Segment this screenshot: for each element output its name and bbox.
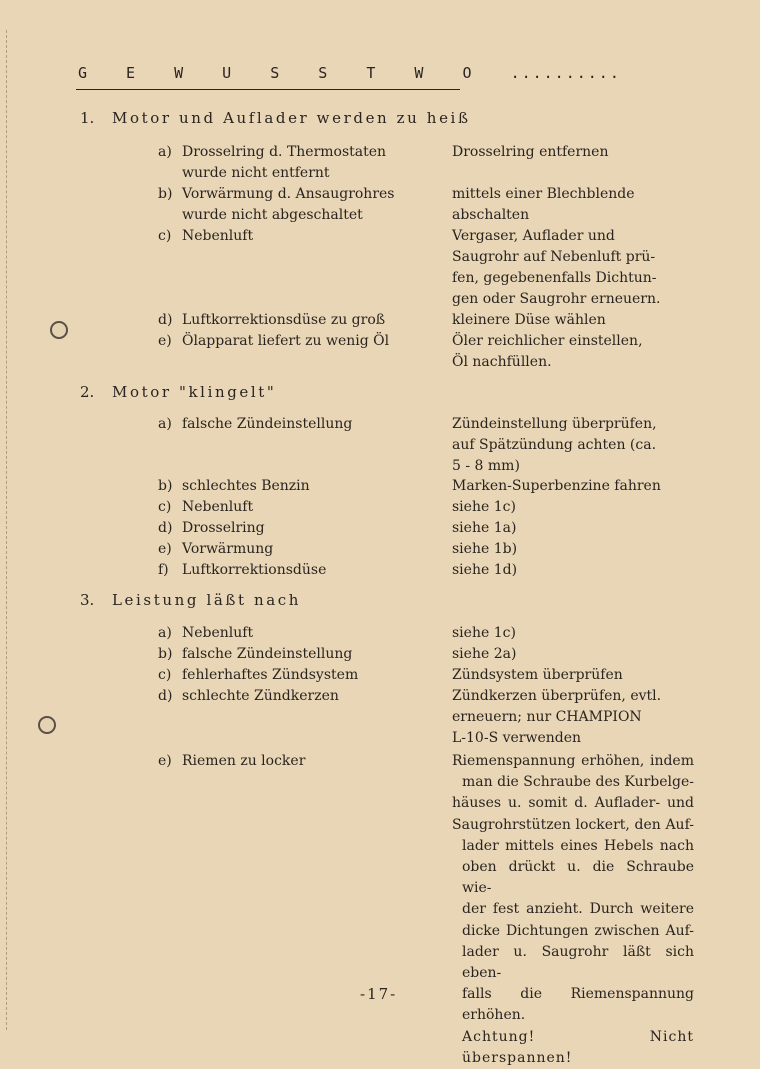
remedy-line: abschalten — [452, 207, 530, 223]
item-cause — [182, 644, 452, 665]
item-remedy — [452, 476, 702, 497]
section-title: Leistung läßt nach — [112, 591, 302, 609]
item-cause — [182, 497, 452, 518]
section-title: Motor und Auflader werden zu heiß — [112, 109, 471, 127]
remedy-line: mittels einer Blechblende — [452, 186, 635, 202]
remedy-line: Saugrohr auf Nebenluft prü- — [452, 249, 656, 265]
remedy-line: Riemenspannung erhöhen, indem — [452, 753, 694, 769]
item-remedy — [452, 623, 702, 644]
item-remedy — [452, 310, 702, 331]
section-heading — [80, 109, 471, 127]
remedy-line: oben drückt u. die Schraube wie- — [462, 859, 694, 897]
remedy-line: siehe 1a) — [452, 520, 517, 536]
item-remedy — [452, 751, 694, 1069]
item-label: b) — [158, 478, 173, 494]
section-title: Motor "klingelt" — [112, 383, 277, 401]
item-remedy — [452, 644, 702, 665]
item-cause — [182, 518, 452, 539]
cause-line: Luftkorrektionsdüse — [182, 562, 327, 578]
cause-line: falsche Zündeinstellung — [182, 646, 353, 662]
item-remedy — [452, 518, 702, 539]
cause-line: Vorwärmung — [182, 541, 274, 557]
remedy-line: Vergaser, Auflader und — [452, 228, 615, 244]
cause-line: falsche Zündeinstellung — [182, 416, 353, 432]
item-label: a) — [158, 416, 172, 432]
item-cause — [182, 184, 452, 226]
remedy-line: lader u. Saugrohr läßt sich eben- — [462, 943, 694, 982]
remedy-line: siehe 2a) — [452, 646, 517, 662]
section-heading — [80, 591, 301, 609]
cause-line: Ölapparat liefert zu wenig Öl — [182, 333, 390, 349]
item-cause — [182, 665, 452, 686]
item-cause — [182, 331, 452, 352]
item-remedy — [452, 184, 702, 226]
remedy-line: fen, gegebenenfalls Dichtun- — [452, 270, 657, 286]
cause-line: wurde nicht entfernt — [182, 165, 330, 181]
page-title — [78, 64, 621, 82]
title-underline — [76, 89, 460, 90]
remedy-line: erneuern; nur CHAMPION — [452, 709, 642, 725]
remedy-line: der fest anzieht. Durch weitere — [462, 901, 694, 918]
item-label: f) — [158, 562, 169, 578]
item-remedy — [452, 142, 702, 163]
remedy-line: Achtung! Nicht überspannen! — [462, 1028, 694, 1066]
remedy-line: Drosselring entfernen — [452, 144, 609, 160]
item-cause — [182, 751, 452, 772]
remedy-line: Zündkerzen überprüfen, evtl. — [452, 688, 662, 704]
remedy-line: gen oder Saugrohr erneuern. — [452, 291, 661, 307]
item-label: c) — [158, 667, 172, 683]
remedy-line: L-10-S verwenden — [452, 730, 582, 746]
item-remedy — [452, 226, 702, 310]
item-cause — [182, 539, 452, 560]
item-cause — [182, 226, 452, 247]
remedy-line: siehe 1c) — [452, 625, 516, 641]
remedy-line: man die Schraube des Kurbelge- — [462, 774, 694, 791]
remedy-line: kleinere Düse wählen — [452, 312, 606, 328]
punch-hole-icon — [38, 716, 56, 734]
remedy-line: häuses u. somit d. Auflader- und — [452, 795, 694, 812]
remedy-line: falls die Riemenspannung erhöhen. — [462, 986, 694, 1024]
item-label: b) — [158, 646, 173, 662]
cause-line: schlechte Zündkerzen — [182, 688, 339, 704]
item-cause — [182, 476, 452, 497]
cause-line: Nebenluft — [182, 228, 254, 244]
item-label: e) — [158, 753, 172, 769]
remedy-line: Saugrohrstützen lockert, den Auf- — [452, 816, 694, 833]
remedy-line: siehe 1d) — [452, 562, 518, 578]
section-number: 3. — [80, 591, 95, 609]
cause-line: Drosselring d. Thermostaten — [182, 144, 387, 160]
item-label: b) — [158, 186, 173, 202]
cause-line: fehlerhaftes Zündsystem — [182, 667, 359, 683]
item-cause — [182, 560, 452, 581]
item-remedy — [452, 665, 702, 686]
item-remedy — [452, 539, 702, 560]
section-number: 2. — [80, 383, 95, 401]
item-remedy — [452, 414, 702, 477]
cause-line: Nebenluft — [182, 499, 254, 515]
cause-line: Nebenluft — [182, 625, 254, 641]
cause-line: Vorwärmung d. Ansaugrohres — [182, 186, 395, 202]
item-label: c) — [158, 499, 172, 515]
remedy-line: Öl nachfüllen. — [452, 354, 552, 370]
item-cause — [182, 686, 452, 707]
remedy-line: 5 - 8 mm) — [452, 458, 520, 474]
item-cause — [182, 623, 452, 644]
remedy-line: dicke Dichtungen zwischen Auf- — [462, 922, 694, 939]
remedy-line: Zündeinstellung überprüfen, — [452, 416, 657, 432]
title-text: G E W U S S T W O — [78, 64, 487, 82]
item-remedy — [452, 560, 702, 581]
remedy-line: siehe 1c) — [452, 499, 516, 515]
item-remedy — [452, 497, 702, 518]
item-remedy — [452, 686, 702, 749]
item-cause — [182, 310, 452, 331]
item-label: a) — [158, 625, 172, 641]
item-label: e) — [158, 541, 172, 557]
item-label: d) — [158, 312, 173, 328]
remedy-line: Öler reichlicher einstellen, — [452, 333, 643, 349]
section-number: 1. — [80, 109, 95, 127]
cause-line: Drosselring — [182, 520, 265, 536]
punch-hole-icon — [50, 321, 68, 339]
item-cause — [182, 142, 452, 184]
cause-line: schlechtes Benzin — [182, 478, 310, 494]
item-remedy — [452, 331, 702, 373]
cause-line: Luftkorrektionsdüse zu groß — [182, 312, 386, 328]
cause-line: wurde nicht abgeschaltet — [182, 207, 363, 223]
item-label: d) — [158, 520, 173, 536]
remedy-line: Marken-Superbenzine fahren — [452, 478, 661, 494]
cause-line: Riemen zu locker — [182, 753, 306, 769]
remedy-line: Zündsystem überprüfen — [452, 667, 623, 683]
item-label: d) — [158, 688, 173, 704]
remedy-line: auf Spätzündung achten (ca. — [452, 437, 657, 453]
item-label: e) — [158, 333, 172, 349]
margin-perforation — [6, 30, 7, 1030]
item-label: c) — [158, 228, 172, 244]
item-label: a) — [158, 144, 172, 160]
title-dots: .......... — [510, 64, 621, 82]
remedy-line: lader mittels eines Hebels nach — [462, 837, 694, 854]
section-heading — [80, 383, 276, 401]
item-cause — [182, 414, 452, 435]
remedy-line: siehe 1b) — [452, 541, 518, 557]
page-number: -17- — [360, 985, 398, 1003]
